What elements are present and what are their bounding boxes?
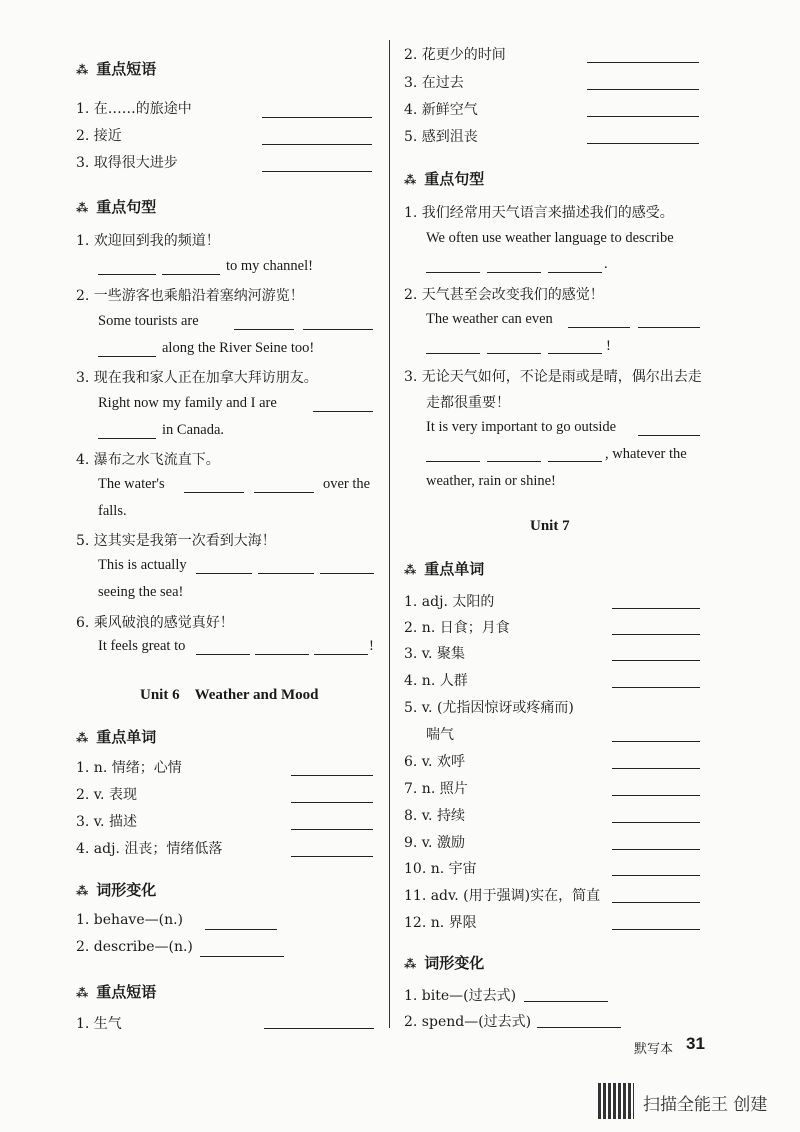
list-item: 2. 接近 xyxy=(76,128,122,144)
section-icon: ⁂ xyxy=(76,986,89,1000)
section-title-key-sentences: ⁂ 重点句型 xyxy=(404,170,485,188)
list-item: 1. n. 情绪；心情 xyxy=(76,760,182,776)
answer-blank[interactable] xyxy=(612,660,700,661)
answer-blank[interactable] xyxy=(98,356,156,357)
section-title-key-sentences: ⁂ 重点句型 xyxy=(76,198,157,216)
answer-blank[interactable] xyxy=(254,492,314,493)
answer-blank[interactable] xyxy=(487,461,541,462)
list-item: 2. 花更少的时间 xyxy=(404,47,506,63)
sentence-en: The water's xyxy=(98,476,165,492)
answer-blank[interactable] xyxy=(291,856,373,857)
answer-blank[interactable] xyxy=(587,143,699,144)
answer-blank[interactable] xyxy=(205,929,277,930)
section-title-word-forms: ⁂ 词形变化 xyxy=(76,881,157,899)
answer-blank[interactable] xyxy=(612,687,700,688)
sentence-cn: 1. 欢迎回到我的频道！ xyxy=(76,233,220,249)
sentence-en: Some tourists are xyxy=(98,313,199,329)
section-title-key-words: ⁂ 重点单词 xyxy=(404,560,485,578)
list-item: 1. 在……的旅途中 xyxy=(76,101,192,117)
answer-blank[interactable] xyxy=(587,116,699,117)
answer-blank[interactable] xyxy=(612,608,700,609)
list-item: 8. v. 持续 xyxy=(404,808,465,824)
list-item: 5. 感到沮丧 xyxy=(404,129,478,145)
answer-blank[interactable] xyxy=(291,829,373,830)
section-icon: ⁂ xyxy=(76,201,89,215)
sentence-en: in Canada. xyxy=(162,422,225,438)
answer-blank[interactable] xyxy=(612,875,700,876)
sentence-en: This is actually xyxy=(98,557,187,573)
sentence-cn: 2. 一些游客也乘船沿着塞纳河游览！ xyxy=(76,288,304,304)
list-item: 3. v. 描述 xyxy=(76,814,137,830)
list-item: 10. n. 宇宙 xyxy=(404,861,477,877)
page-number: 31 xyxy=(686,1034,705,1053)
answer-blank[interactable] xyxy=(638,435,700,436)
section-icon: ⁂ xyxy=(76,731,89,745)
sentence-en: falls. xyxy=(98,503,127,519)
answer-blank[interactable] xyxy=(98,274,156,275)
list-item: 1. 生气 xyxy=(76,1016,122,1032)
sentence-en: ! xyxy=(369,638,374,654)
sentence-en: to my channel! xyxy=(226,258,313,274)
answer-blank[interactable] xyxy=(313,411,373,412)
sentence-en: It feels great to xyxy=(98,638,186,654)
answer-blank[interactable] xyxy=(162,274,220,275)
answer-blank[interactable] xyxy=(487,353,541,354)
answer-blank[interactable] xyxy=(487,272,541,273)
answer-blank[interactable] xyxy=(612,849,700,850)
answer-blank[interactable] xyxy=(524,1001,608,1002)
list-item: 7. n. 照片 xyxy=(404,781,468,797)
list-item: 6. v. 欢呼 xyxy=(404,754,465,770)
sentence-cn: 4. 瀑布之水飞流直下。 xyxy=(76,452,220,468)
section-title-key-phrases: ⁂ 重点短语 xyxy=(76,983,157,1001)
sentence-en: ! xyxy=(606,338,611,354)
sentence-en: weather, rain or shine! xyxy=(426,473,556,489)
list-item: 2. v. 表现 xyxy=(76,787,137,803)
list-item: 4. 新鲜空气 xyxy=(404,102,478,118)
answer-blank[interactable] xyxy=(314,654,368,655)
section-title-key-words: ⁂ 重点单词 xyxy=(76,728,157,746)
answer-blank[interactable] xyxy=(196,654,250,655)
sentence-en: It is very important to go outside xyxy=(426,419,617,435)
answer-blank[interactable] xyxy=(612,929,700,930)
sentence-cn: 6. 乘风破浪的感觉真好！ xyxy=(76,615,234,631)
answer-blank[interactable] xyxy=(612,768,700,769)
list-item: 2. describe—(n.) xyxy=(76,939,193,955)
answer-blank[interactable] xyxy=(262,117,372,118)
section-title-word-forms: ⁂ 词形变化 xyxy=(404,954,485,972)
answer-blank[interactable] xyxy=(537,1027,621,1028)
sentence-cn: 5. 这其实是我第一次看到大海！ xyxy=(76,533,276,549)
sentence-en: , whatever the xyxy=(605,446,687,462)
list-item: 1. bite—(过去式) xyxy=(404,988,517,1004)
list-item: 5. v. (尤指因惊讶或疼痛而) xyxy=(404,700,574,716)
sentence-en: Right now my family and I are xyxy=(98,395,277,411)
answer-blank[interactable] xyxy=(262,144,372,145)
answer-blank[interactable] xyxy=(320,573,374,574)
answer-blank[interactable] xyxy=(262,171,372,172)
answer-blank[interactable] xyxy=(612,822,700,823)
unit-title: Unit 7 xyxy=(530,518,570,534)
answer-blank[interactable] xyxy=(548,461,602,462)
qr-code-icon xyxy=(598,1083,634,1119)
sentence-en: . xyxy=(604,256,608,272)
sentence-en: seeing the sea! xyxy=(98,584,184,600)
section-icon: ⁂ xyxy=(76,884,89,898)
answer-blank[interactable] xyxy=(587,62,699,63)
sentence-en: over the xyxy=(323,476,371,492)
list-item: 喘气 xyxy=(426,727,454,743)
answer-blank[interactable] xyxy=(426,461,480,462)
watermark-text: 扫描全能王 创建 xyxy=(643,1095,768,1115)
sentence-cn: 2. 天气甚至会改变我们的感觉！ xyxy=(404,287,604,303)
list-item: 3. 取得很大进步 xyxy=(76,155,178,171)
unit-title: Unit 6 Weather and Mood xyxy=(140,687,319,703)
answer-blank[interactable] xyxy=(303,329,373,330)
list-item: 3. v. 聚集 xyxy=(404,646,465,662)
sentence-cn: 走都很重要！ xyxy=(426,395,510,411)
answer-blank[interactable] xyxy=(264,1028,374,1029)
section-icon: ⁂ xyxy=(404,173,417,187)
answer-blank[interactable] xyxy=(612,902,700,903)
answer-blank[interactable] xyxy=(291,775,373,776)
answer-blank[interactable] xyxy=(612,741,700,742)
answer-blank[interactable] xyxy=(587,89,699,90)
answer-blank[interactable] xyxy=(200,956,284,957)
list-item: 1. behave—(n.) xyxy=(76,912,184,928)
answer-blank[interactable] xyxy=(291,802,373,803)
list-item: 12. n. 界限 xyxy=(404,915,477,931)
sentence-cn: 3. 无论天气如何，不论是雨或是晴，偶尔出去走 xyxy=(404,369,702,385)
answer-blank[interactable] xyxy=(548,272,602,273)
answer-blank[interactable] xyxy=(98,438,156,439)
answer-blank[interactable] xyxy=(234,329,294,330)
answer-blank[interactable] xyxy=(568,327,630,328)
sentence-cn: 1. 我们经常用天气语言来描述我们的感受。 xyxy=(404,205,674,221)
column-divider xyxy=(389,40,390,1028)
sentence-en: We often use weather language to describe xyxy=(426,230,674,246)
section-icon: ⁂ xyxy=(76,63,89,77)
list-item: 2. n. 日食；月食 xyxy=(404,620,510,636)
section-icon: ⁂ xyxy=(404,957,417,971)
answer-blank[interactable] xyxy=(255,654,309,655)
answer-blank[interactable] xyxy=(638,327,700,328)
answer-blank[interactable] xyxy=(426,353,480,354)
answer-blank[interactable] xyxy=(184,492,244,493)
answer-blank[interactable] xyxy=(612,795,700,796)
footer-label: 默写本 xyxy=(634,1042,674,1057)
answer-blank[interactable] xyxy=(548,353,602,354)
list-item: 1. adj. 太阳的 xyxy=(404,594,495,610)
sentence-en: The weather can even xyxy=(426,311,553,327)
sentence-en: along the River Seine too! xyxy=(162,340,315,356)
answer-blank[interactable] xyxy=(426,272,480,273)
list-item: 2. spend—(过去式) xyxy=(404,1014,532,1030)
answer-blank[interactable] xyxy=(612,634,700,635)
answer-blank[interactable] xyxy=(258,573,314,574)
list-item: 4. adj. 沮丧；情绪低落 xyxy=(76,841,223,857)
list-item: 9. v. 激励 xyxy=(404,835,465,851)
section-icon: ⁂ xyxy=(404,563,417,577)
list-item: 11. adv. (用于强调)实在，简直 xyxy=(404,888,601,904)
list-item: 4. n. 人群 xyxy=(404,673,468,689)
answer-blank[interactable] xyxy=(196,573,252,574)
sentence-cn: 3. 现在我和家人正在加拿大拜访朋友。 xyxy=(76,370,318,386)
section-title-key-phrases: ⁂ 重点短语 xyxy=(76,60,157,78)
list-item: 3. 在过去 xyxy=(404,75,464,91)
